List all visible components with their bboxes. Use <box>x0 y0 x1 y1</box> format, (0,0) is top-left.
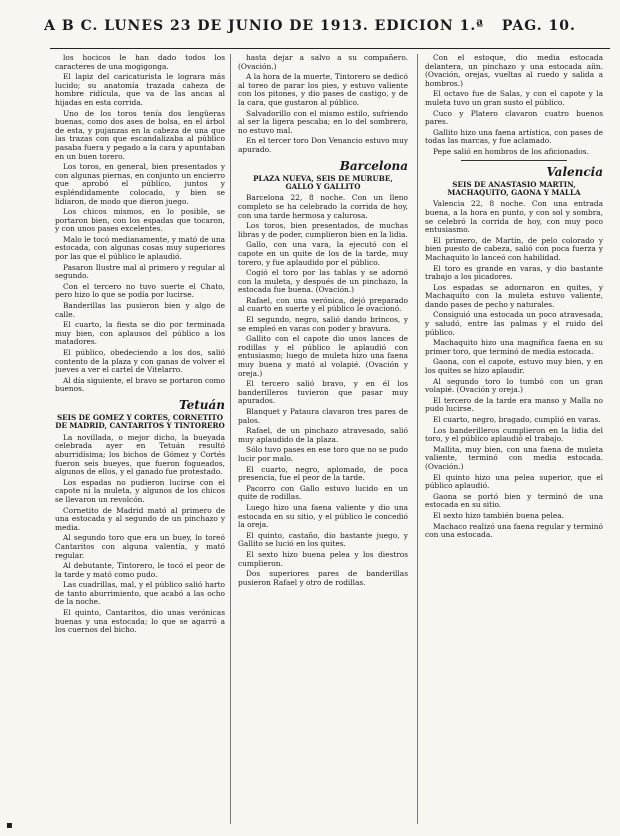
paragraph: Pasaron Ilustre mal al primero y regular al segundo. <box>55 262 225 281</box>
section-separator <box>461 160 568 161</box>
paragraph: El quinto, castaño, dio bastante juego, y Gallito se lució en los quites. <box>238 530 408 549</box>
paragraph: Uno de los toros tenía dos lengüeras buenas, como dos ases de bolsa, en el árbol de esta, y pujanzas en la cabeza de una que las trazas con que escandalizaba al público pasaba fuera y pegado a la cara y apuntaban en un buen torero. <box>55 108 225 161</box>
section-title-tetuan: Tetuán <box>179 397 225 412</box>
paragraph: Gaona, con el capote, estuvo muy bien, y en los quites se hizo aplaudir. <box>425 357 603 376</box>
paragraph: Machaco realizó una faena regular y terminó con una estocada. <box>425 521 603 540</box>
paragraph: Al debutante, Tintorero, le tocó el peor de la tarde y mató como pudo. <box>55 561 225 579</box>
paragraph: Los espadas no pudieron lucirse con el capote ni la muleta, y algunos de los chicos se llevaron un revolcón. <box>55 477 225 504</box>
paragraph: Consiguió una estocada un poco atravesada, y saludó, entre las palmas y el ruido del público. <box>425 310 603 337</box>
paragraph: Los toros, bien presentados, de muchas libras y de poder, cumplieron bien en la lidia. <box>238 221 408 239</box>
paragraph: El tercero salió bravo, y en él los banderilleros tuvieron que pasar muy apurados. <box>238 379 408 406</box>
paragraph: Mallita, muy bien, con una faena de muleta valiente, terminó con media estocada. (Ovación.) <box>425 444 603 471</box>
paragraph: El toro es grande en varas, y dio bastante trabajo a los picadores. <box>425 263 603 282</box>
paragraph: Al segundo toro que era un buey, lo toreó Cantaritos con alguna valentía, y mató regular. <box>55 533 225 560</box>
page-header <box>0 18 620 44</box>
paragraph: El público, obedeciendo a los dos, salió contento de la plaza y con ganas de volver el jueves a ver el cartel de Vitelarro. <box>55 348 225 375</box>
paragraph: Los espadas se adornaron en quites, y Machaquito con la muleta estuvo valiente, dando pases de pecho y naturales. <box>425 282 603 309</box>
paragraph: Los toros, en general, bien presentados y con algunas piernas, en conjunto un encierro que aprobó el público, juntos y espléndidamente colocado, y bien se lidiaron, de modo que dieron juego. <box>55 162 225 206</box>
paragraph: Al día siguiente, el bravo se portaron como buenos. <box>55 375 225 394</box>
column-2 <box>238 54 408 824</box>
paragraph: El sexto hizo buena pelea y los diestros cumplieron. <box>238 549 408 568</box>
paragraph: Gallo, con una vara, la ejecutó con el capote en un quite de los de la tarde, muy torero, y fue aplaudido por el público. <box>238 240 408 267</box>
paragraph: El cuarto, la fiesta se dio por terminada muy bien, con aplausos del público a los matadores. <box>55 320 225 347</box>
paragraph: Machaquito hizo una magnífica faena en su primer toro, que terminó de media estocada. <box>425 338 603 356</box>
paragraph: A la hora de la muerte, Tintorero se dedicó al toreo de parar los pies, y estuvo valiente con los pitones, y dio pases de castigo, y de la cara, que gustaron al público. <box>238 72 408 107</box>
paragraph: Pepe salió en hombros de los aficionados. <box>433 146 589 156</box>
header-title: A B C. LUNES 23 DE JUNIO DE 1913. EDICION 1.ª <box>44 18 485 34</box>
paragraph: El primero, de Martín, de pelo colorado y bien puesto de cabeza, salió con poca fuerza y Machaquito lo lanceó con habilidad. <box>425 235 603 262</box>
paragraph: Pacorro con Gallo estuvo lucido en un quite de rodillas. <box>238 483 408 502</box>
paragraph: Gaona se portó bien y terminó de una estocada en su sitio. <box>425 491 603 510</box>
section-subtitle: SEIS DE ANASTASIO MARTIN, MACHAQUITO, GAONA Y MALLA <box>447 179 581 197</box>
paragraph: Malo le tocó medianamente, y mató de una estocada, con algunas cosas muy superiores por las que el público le aplaudió. <box>55 234 225 262</box>
paragraph: Gallito hizo una faena artística, con pases de todas las marcas, y fue aclamado. <box>425 127 603 146</box>
paragraph: Las cuadrillas, mal, y el público salió harto de tanto aburrimiento, que acabó a las ocho de la noche. <box>55 580 225 607</box>
paragraph: Gallito con el capote dio unos lances de rodillas y el público le aplaudió con entusiasmo; luego de muleta hizo una faena muy buena y mató al volapié. (Ovación y oreja.) <box>238 334 408 378</box>
paragraph: El lapiz del caricaturista le lograra más lucido; su anatomía trazada caheza de hombre ridícula, que va de las ancas al hijadas en esta corrida. <box>55 72 225 107</box>
paragraph: La novillada, o mejor dicho, la bueyada celebrada ayer en Tetuán resultó aburridísima; los bichos de Gómez y Cortés fueron seis bueyes, que fueron fogueados, algunos de ellos, y el ganado fue protestado. <box>55 432 225 477</box>
paragraph: los hocicos le han dado todos los caracteres de una mogigonga. <box>55 54 225 71</box>
paragraph: Los banderilleros cumplieron en la lidia del toro, y el público aplaudió el trabajo. <box>425 425 603 444</box>
column-divider <box>230 54 231 824</box>
page-number: PAG. 10. <box>501 18 576 34</box>
margin-mark-icon: ▪ <box>6 820 13 831</box>
paragraph: El sexto hizo también buena pelea. <box>433 510 564 520</box>
paragraph: Valencia 22, 8 noche. Con una entrada buena, a la hora en punto, y con sol y sombra, se celebró la corrida de hoy, con muy poco entusiasmo. <box>425 199 603 235</box>
paragraph: El quinto hizo una pelea superior, que el público aplaudió. <box>425 472 603 491</box>
paragraph: Blanquet y Pataura clavaron tres pares de palos. <box>238 407 408 425</box>
paragraph: Salvadorillo con el mismo estilo, sufriendo al ser la ligera pescaba; en lo del sombrero, no estuvo mal. <box>238 108 408 135</box>
column-1 <box>55 54 225 824</box>
section-title-valencia: Valencia <box>546 164 603 179</box>
column-3 <box>425 54 603 824</box>
paragraph: Con el estoque, dio media estocada delantera, un pinchazo y una estocada aíin. (Ovación, orejas, vueltas al ruedo y salida a hombros.) <box>425 54 603 88</box>
paragraph: En el tercer toro Don Venancio estuvo muy apurado. <box>238 136 408 154</box>
section-subtitle: SEIS DE GOMEZ Y CORTES, CORNETITO DE MADRID, CANTARITOS Y TINTORERO <box>55 412 225 431</box>
paragraph: Cuco y Platero clavaron cuatro buenos pares. <box>425 108 603 127</box>
paragraph: El tercero de la tarde era manso y Malla no pudo lucirse. <box>425 395 603 414</box>
section-subtitle: PLAZA NUEVA, SEIS DE MURUBE, GALLO Y GALLITO <box>253 173 393 191</box>
paragraph: Los chicos mismos, en lo posible, se portaron bien, con los espadas que tocaron, y con unos pases excelentes. <box>55 207 225 234</box>
paragraph: Rafael, con una verónica, dejó preparado al cuarto en suerte y el público le ovacionó. <box>238 295 408 314</box>
paragraph: Rafael, de un pinchazo atravesado, salió muy aplaudido de la plaza. <box>238 426 408 444</box>
paragraph: El cuarto, negro, bragado, cumplió en varas. <box>433 415 601 424</box>
paragraph: Sólo tuvo pases en ese toro que no se pudo lucir por malo. <box>238 445 408 463</box>
paragraph: El quinto, Cantaritos, dio unas verónicas buenas y una estocada; lo que se agarró a los cuernos del bicho. <box>55 608 225 635</box>
paragraph: Cogió el toro por las tablas y se adornó con la muleta, y después de un pinchazo, la estocada fue buena. (Ovación.) <box>238 268 408 295</box>
paragraph: Luego hizo una faena valiente y dio una estocada en su sitio, y el público le concedió la oreja. <box>238 502 408 530</box>
paragraph: hasta dejar a salvo a su compañero. (Ovación.) <box>238 54 408 71</box>
header-rule <box>50 48 610 49</box>
paragraph: Cornetito de Madrid mató al primero de una estocada y al segundo de un pinchazo y media. <box>55 505 225 532</box>
column-divider <box>417 54 418 824</box>
paragraph: Banderillas las pusieron bien y algo de calle. <box>55 301 225 319</box>
paragraph: El cuarto, negro, aplomado, de poca presencia, fue el peor de la tarde. <box>238 464 408 483</box>
paragraph: Barcelona 22, 8 noche. Con un lleno completo se ha celebrado la corrida de hoy, con una tarde hermosa y calurosa. <box>238 193 408 220</box>
paragraph: Con el tercero no tuvo suerte el Chato, pero hizo lo que se podía por lucirse. <box>55 281 225 300</box>
paragraph: Dos superiores pares de banderillas pusieron Rafael y otro de rodillas. <box>238 569 408 587</box>
paragraph: El octavo fue de Salas, y con el capote y la muleta tuvo un gran susto el público. <box>425 89 603 107</box>
paragraph: El segundo, negro, salió dando brincos, y se empleó en varas con poder y bravura. <box>238 315 408 333</box>
paragraph: Al segundo toro lo tumbó con un gran volapié. (Ovación y oreja.) <box>425 376 603 395</box>
section-title-barcelona: Barcelona <box>339 158 408 173</box>
